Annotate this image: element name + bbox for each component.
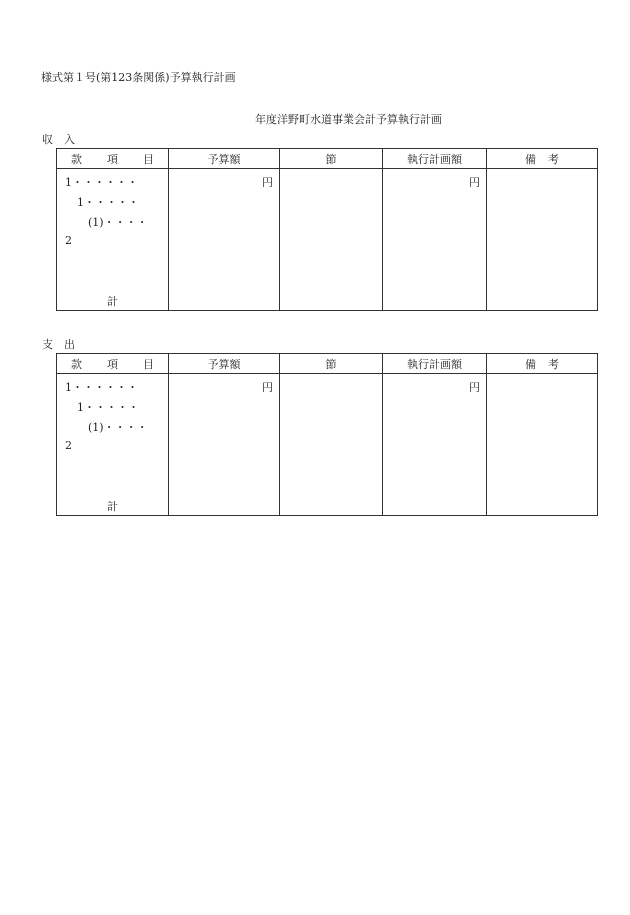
item-cell — [57, 374, 169, 516]
header-item-category — [57, 354, 169, 374]
item-row-3: (1)・・・・ — [88, 216, 148, 229]
table-body-row — [57, 169, 598, 311]
header-remarks-char-1: 備 — [525, 152, 536, 166]
header-remarks — [487, 149, 598, 169]
header-budget: 予算額 — [169, 354, 280, 374]
header-execution: 執行計画額 — [383, 354, 487, 374]
header-remarks-char-1: 備 — [525, 357, 536, 371]
header-remarks-char-2: 考 — [548, 357, 559, 371]
item-row-4: 2 — [65, 234, 72, 247]
item-row-2: 1・・・・・ — [77, 401, 139, 414]
section-cell — [280, 374, 383, 516]
execution-unit: 円 — [469, 381, 480, 394]
budget-unit: 円 — [262, 176, 273, 189]
budget-cell — [169, 374, 280, 516]
header-item-kan: 款 — [71, 357, 82, 371]
header-item-moku: 目 — [143, 152, 154, 166]
total-label: 計 — [107, 500, 118, 513]
execution-cell — [383, 169, 487, 311]
income-plan-table — [56, 148, 598, 311]
header-item-kou: 項 — [107, 152, 118, 166]
header-remarks-char-2: 考 — [548, 152, 559, 166]
section-label-income: 収 入 — [42, 133, 75, 146]
remarks-cell — [487, 374, 598, 516]
header-item-moku: 目 — [143, 357, 154, 371]
expense-plan-table — [56, 353, 598, 516]
table-header-row — [57, 354, 598, 374]
table-header-row — [57, 149, 598, 169]
item-row-4: 2 — [65, 439, 72, 452]
header-item-kou: 項 — [107, 357, 118, 371]
header-section: 節 — [280, 149, 383, 169]
item-row-1: 1・・・・・・ — [65, 176, 138, 189]
header-remarks — [487, 354, 598, 374]
item-row-3: (1)・・・・ — [88, 421, 148, 434]
item-row-1: 1・・・・・・ — [65, 381, 138, 394]
header-item-category — [57, 149, 169, 169]
section-label-expense: 支 出 — [42, 338, 75, 351]
document-title: 年度洋野町水道事業会計予算執行計画 — [255, 113, 442, 126]
header-section: 節 — [280, 354, 383, 374]
execution-cell — [383, 374, 487, 516]
table-body-row — [57, 374, 598, 516]
header-execution: 執行計画額 — [383, 149, 487, 169]
execution-unit: 円 — [469, 176, 480, 189]
item-row-2: 1・・・・・ — [77, 196, 139, 209]
total-label: 計 — [107, 295, 118, 308]
section-cell — [280, 169, 383, 311]
remarks-cell — [487, 169, 598, 311]
header-budget: 予算額 — [169, 149, 280, 169]
form-label: 様式第１号(第123条関係)予算執行計画 — [41, 71, 236, 84]
header-item-kan: 款 — [71, 152, 82, 166]
budget-cell — [169, 169, 280, 311]
budget-unit: 円 — [262, 381, 273, 394]
item-cell — [57, 169, 169, 311]
